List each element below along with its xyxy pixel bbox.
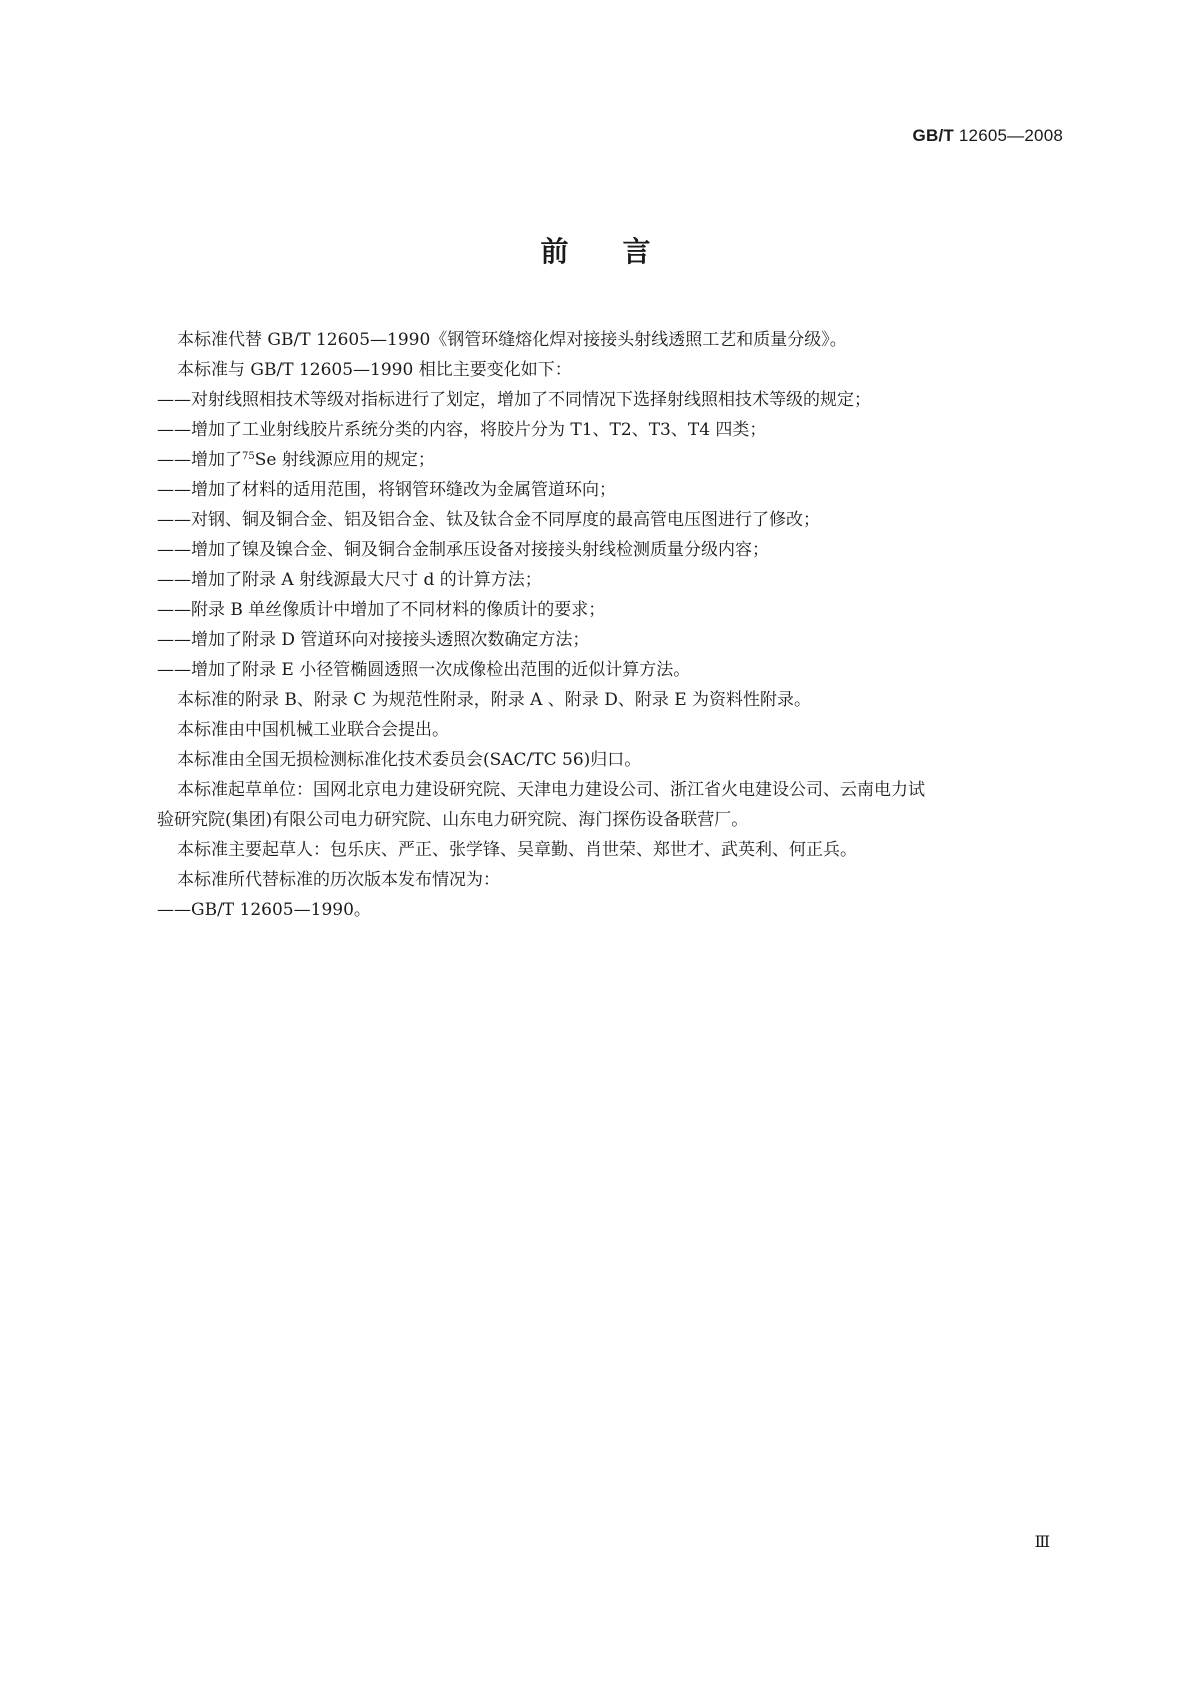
document-code-prefix: GB/T <box>912 126 954 145</box>
para-main-drafters: 本标准主要起草人：包乐庆、严正、张学锋、吴章勤、肖世荣、郑世才、武英利、何正兵。 <box>177 840 857 860</box>
change-item-7: ——增加了附录 A 射线源最大尺寸 d 的计算方法； <box>157 570 542 590</box>
change-item-1: ——对射线照相技术等级对指标进行了划定，增加了不同情况下选择射线照相技术等级的规定； <box>157 390 871 410</box>
change-item-5: ——对钢、铜及铜合金、铝及铝合金、钛及钛合金不同厚度的最高管电压图进行了修改； <box>157 510 820 530</box>
para-annexes: 本标准的附录 B、附录 C 为规范性附录，附录 A 、附录 D、附录 E 为资料性附录。 <box>177 690 812 710</box>
change-item-4: ——增加了材料的适用范围，将钢管环缝改为金属管道环向； <box>157 480 616 500</box>
document-code <box>913 126 1063 146</box>
para-under-jurisdiction: 本标准由全国无损检测标准化技术委员会(SAC/TC 56)归口。 <box>177 750 642 770</box>
foreword-body <box>157 325 1067 925</box>
change-item-10: ——增加了附录 E 小径管椭圆透照一次成像检出范围的近似计算方法。 <box>157 660 691 680</box>
change-item-3-before: ——增加了 <box>157 450 242 470</box>
change-item-9: ——增加了附录 D 管道环向对接接头透照次数确定方法； <box>157 630 590 650</box>
para-previous-editions: 本标准所代替标准的历次版本发布情况为： <box>177 870 500 890</box>
para-main-changes: 本标准与 GB/T 12605—1990 相比主要变化如下： <box>177 360 572 380</box>
page-number: Ⅲ <box>1034 1534 1049 1551</box>
page-title: 前言 <box>540 235 705 268</box>
para-proposed-by: 本标准由中国机械工业联合会提出。 <box>177 720 449 740</box>
change-item-3 <box>157 445 1067 475</box>
para-replaces: 本标准代替 GB/T 12605—1990《钢管环缝熔化焊对接接头射线透照工艺和质量分级》。 <box>177 330 847 350</box>
change-item-2: ——增加了工业射线胶片系统分类的内容，将胶片分为 T1、T2、T3、T4 四类； <box>157 420 767 440</box>
change-item-6: ——增加了镍及镍合金、铜及铜合金制承压设备对接接头射线检测质量分级内容； <box>157 540 769 560</box>
previous-edition-item: ——GB/T 12605—1990。 <box>157 900 371 920</box>
change-item-8: ——附录 B 单丝像质计中增加了不同材料的像质计的要求； <box>157 600 606 620</box>
para-drafting-units-line2: 验研究院(集团)有限公司电力研究院、山东电力研究院、海门探伤设备联营厂。 <box>157 810 749 830</box>
para-drafting-units-line1: 本标准起草单位：国网北京电力建设研究院、天津电力建设公司、浙江省火电建设公司、云南电力试 <box>177 780 925 800</box>
isotope-mass-number: 75 <box>242 451 255 462</box>
document-code-number: 12605—2008 <box>958 126 1063 145</box>
change-item-3-after: Se 射线源应用的规定； <box>254 450 435 470</box>
